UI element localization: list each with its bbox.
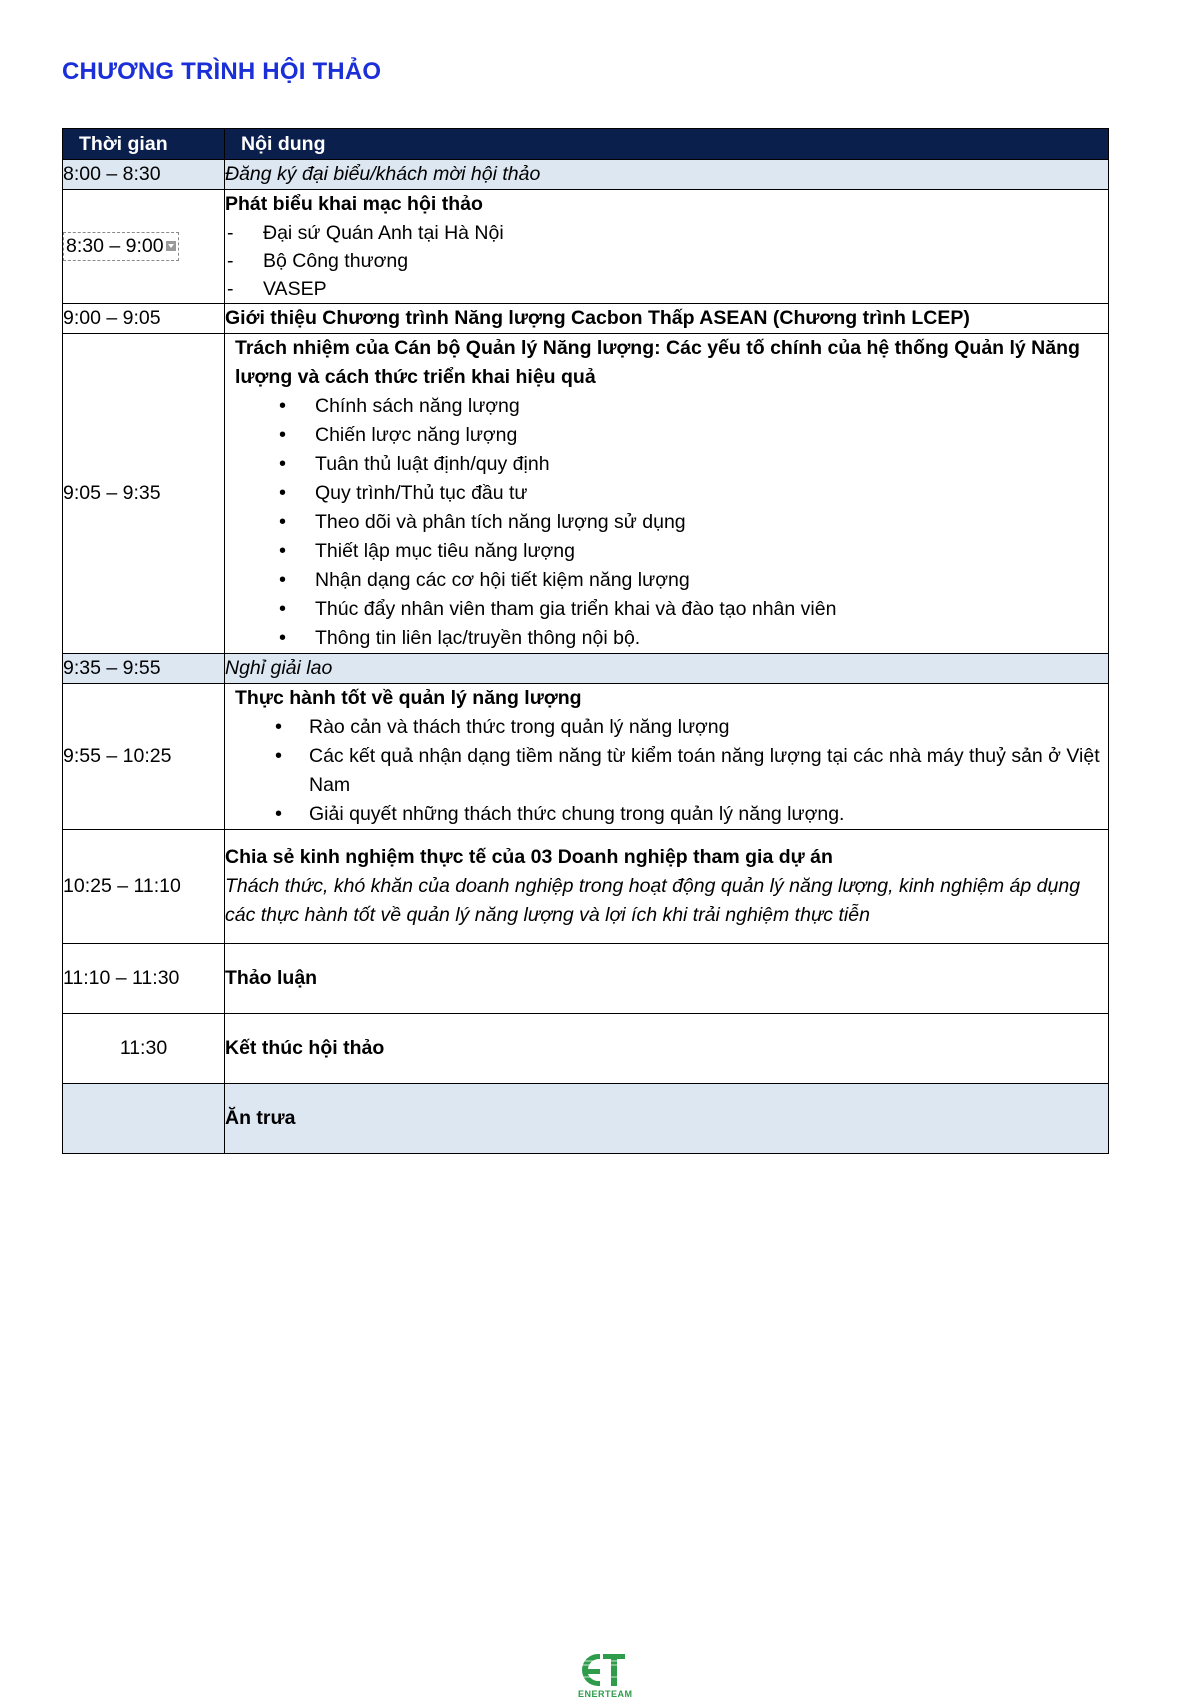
list-item: • Nhận dạng các cơ hội tiết kiệm năng lượng bbox=[235, 566, 1108, 595]
table-header-row bbox=[63, 129, 1109, 160]
row-content bbox=[225, 684, 1109, 830]
enerteam-logo-icon bbox=[578, 1652, 628, 1688]
table-row bbox=[63, 304, 1109, 334]
row-heading: Thảo luận bbox=[225, 967, 318, 989]
row-text: Nghỉ giải lao bbox=[225, 657, 333, 679]
list-item: • Chính sách năng lượng bbox=[235, 392, 1108, 421]
row-content bbox=[225, 334, 1109, 654]
row-heading: Phát biểu khai mạc hội thảo bbox=[225, 193, 483, 215]
table-row bbox=[63, 334, 1109, 654]
row-content bbox=[225, 944, 1109, 1014]
table-row bbox=[63, 684, 1109, 830]
table-row bbox=[63, 1084, 1109, 1154]
table-row bbox=[63, 160, 1109, 190]
list-item: • Thiết lập mục tiêu năng lượng bbox=[235, 537, 1108, 566]
row-heading: Giới thiệu Chương trình Năng lượng Cacbon Thấp ASEAN (Chương trình LCEP) bbox=[225, 307, 970, 329]
list-item: • Rào cản và thách thức trong quản lý năng lượng bbox=[235, 713, 1108, 742]
row-time: 9:00 – 9:05 bbox=[63, 304, 225, 334]
row-content bbox=[225, 1084, 1109, 1154]
row-time bbox=[63, 1084, 225, 1154]
row-heading: Chia sẻ kinh nghiệm thực tế của 03 Doanh nghiệp tham gia dự án bbox=[225, 846, 833, 868]
row-time: 9:05 – 9:35 bbox=[63, 334, 225, 654]
topic-list bbox=[235, 713, 1108, 829]
list-item: • Theo dõi và phân tích năng lượng sử dụng bbox=[235, 508, 1108, 537]
table-row bbox=[63, 830, 1109, 944]
row-heading: Ăn trưa bbox=[225, 1107, 296, 1129]
row-content bbox=[225, 190, 1109, 304]
row-time: 9:35 – 9:55 bbox=[63, 654, 225, 684]
table-row bbox=[63, 190, 1109, 304]
row-heading: Kết thúc hội thảo bbox=[225, 1037, 385, 1059]
row-content bbox=[225, 160, 1109, 190]
agenda-table bbox=[62, 128, 1109, 1154]
table-row bbox=[63, 944, 1109, 1014]
row-text: Đăng ký đại biểu/khách mời hội thảo bbox=[225, 163, 541, 185]
row-content bbox=[225, 830, 1109, 944]
row-content bbox=[225, 304, 1109, 334]
row-text: Thách thức, khó khăn của doanh nghiệp trong hoạt động quản lý năng lượng, kinh nghiệm áp dụng các thực hành tốt về quản lý năng lượng và lợi ích khi trải nghiệm thực tiễn bbox=[225, 875, 1081, 926]
list-item: • Thúc đẩy nhân viên tham gia triển khai và đào tạo nhân viên bbox=[235, 595, 1108, 624]
topic-list bbox=[235, 392, 1108, 653]
logo-text: ENERTEAM bbox=[578, 1689, 633, 1699]
row-content bbox=[225, 1014, 1109, 1084]
time-field[interactable] bbox=[63, 232, 179, 261]
row-time: 9:55 – 10:25 bbox=[63, 684, 225, 830]
list-item: - Bộ Công thương bbox=[225, 247, 1108, 275]
table-row bbox=[63, 1014, 1109, 1084]
list-item: • Các kết quả nhận dạng tiềm năng từ kiểm toán năng lượng tại các nhà máy thuỷ sản ở Việt Nam bbox=[235, 742, 1108, 800]
header-time: Thời gian bbox=[63, 129, 225, 160]
row-content bbox=[225, 654, 1109, 684]
row-time: 11:10 – 11:30 bbox=[63, 944, 225, 1014]
page-title: CHƯƠNG TRÌNH HỘI THẢO bbox=[62, 58, 382, 85]
table-row bbox=[63, 654, 1109, 684]
header-content: Nội dung bbox=[225, 129, 1109, 160]
row-time-value: 8:30 – 9:00 bbox=[66, 235, 164, 257]
dropdown-icon[interactable] bbox=[166, 241, 176, 251]
list-item: • Giải quyết những thách thức chung trong quản lý năng lượng. bbox=[235, 800, 1108, 829]
row-time bbox=[63, 190, 225, 304]
list-item: • Quy trình/Thủ tục đầu tư bbox=[235, 479, 1108, 508]
list-item: • Thông tin liên lạc/truyền thông nội bộ. bbox=[235, 624, 1108, 653]
row-heading: Trách nhiệm của Cán bộ Quản lý Năng lượng: Các yếu tố chính của hệ thống Quản lý Năng lượng và cách thức triển khai hiệu quả bbox=[235, 337, 1080, 388]
row-heading: Thực hành tốt về quản lý năng lượng bbox=[235, 687, 582, 709]
list-item: - Đại sứ Quán Anh tại Hà Nội bbox=[225, 219, 1108, 247]
enerteam-logo bbox=[578, 1652, 633, 1699]
row-time: 8:00 – 8:30 bbox=[63, 160, 225, 190]
list-item: • Chiến lược năng lượng bbox=[235, 421, 1108, 450]
list-item: - VASEP bbox=[225, 275, 1108, 303]
row-time: 11:30 bbox=[63, 1014, 225, 1084]
list-item: • Tuân thủ luật định/quy định bbox=[235, 450, 1108, 479]
speaker-list bbox=[225, 219, 1108, 303]
row-time: 10:25 – 11:10 bbox=[63, 830, 225, 944]
